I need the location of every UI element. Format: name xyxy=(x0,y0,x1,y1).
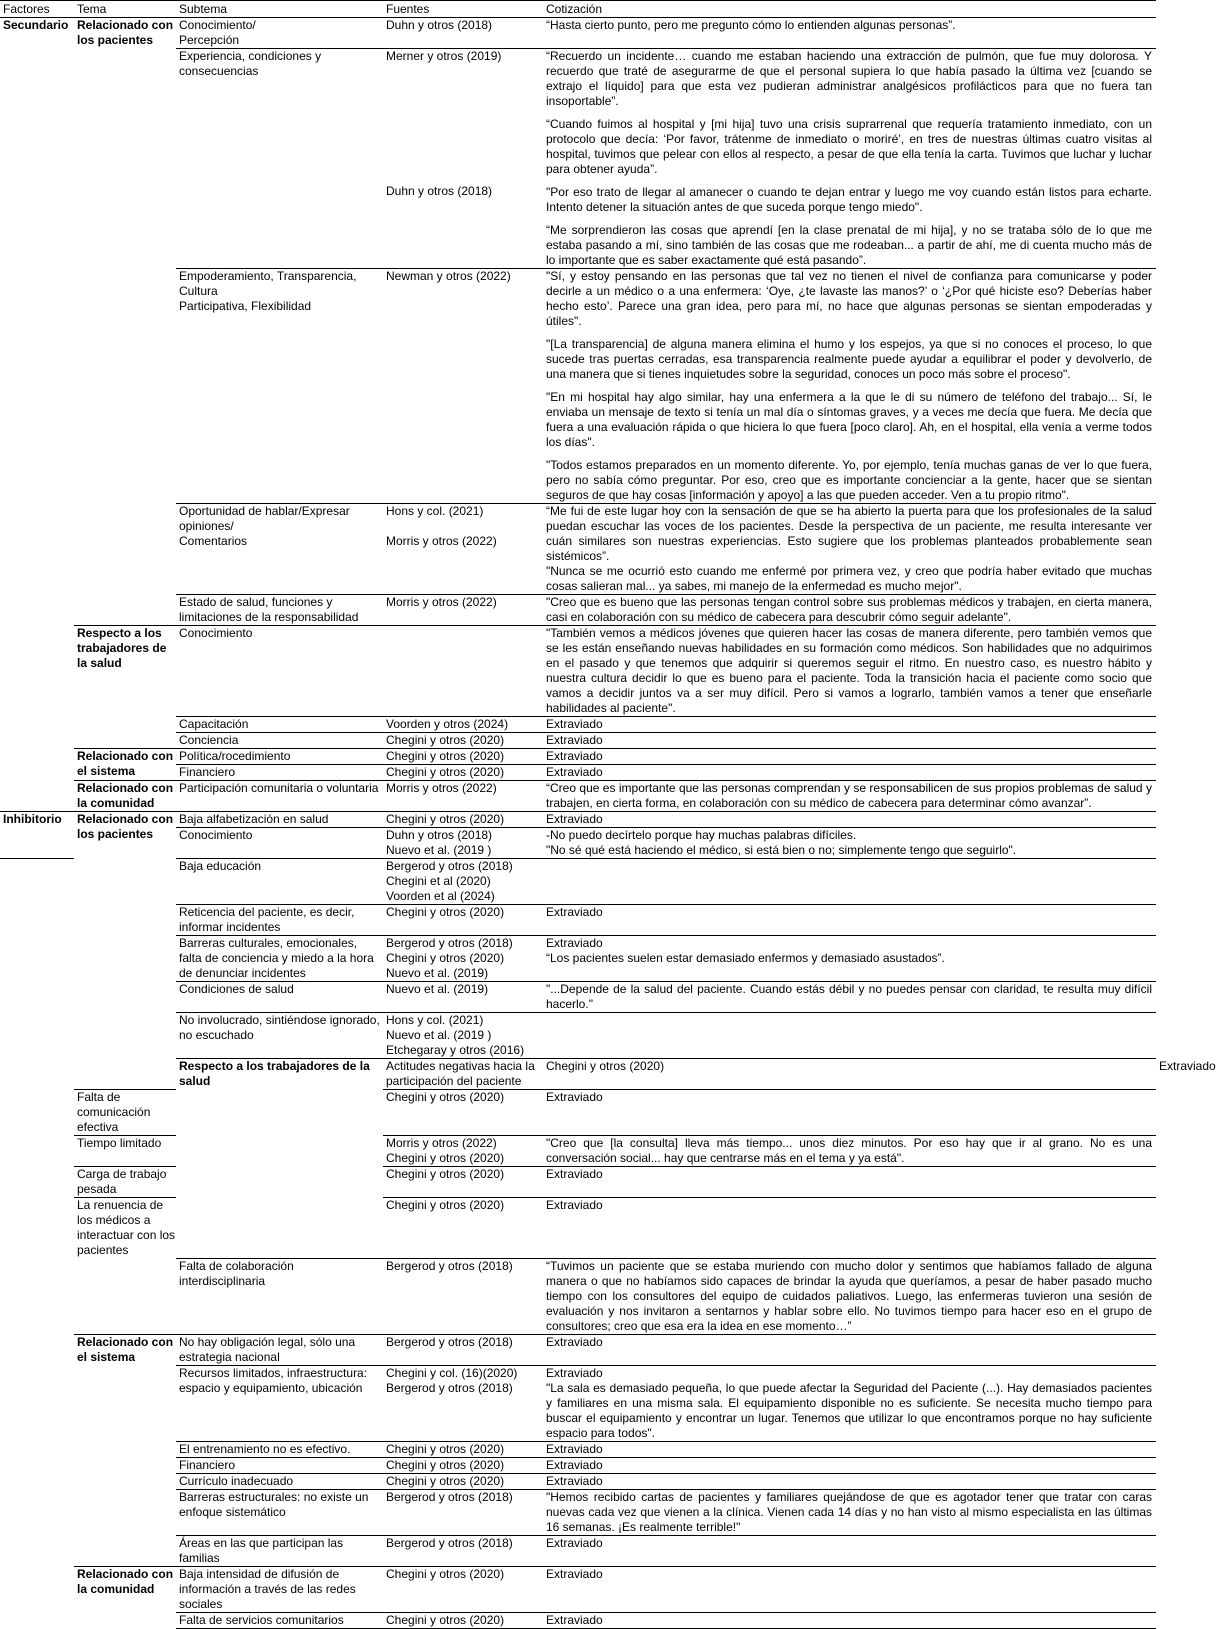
header-fuentes: Fuentes xyxy=(383,1,543,18)
quote-cell-line: "En mi hospital hay algo similar, hay una enfermera a la que le di su número de teléfono del trabajo... Sí, le enviaba un mensaje de texto si tenía un mal día o síntomas graves, y a veces me decía que fuera. Me decía que fuera a una evaluación rápida o que hiciera lo que fuera [poco claro]. Ah, en el hospital, ella venía a verme todos los días". xyxy=(546,390,1152,449)
table-row xyxy=(0,859,1156,905)
theme-cell: Relacionado con el sistema xyxy=(74,749,176,781)
subtheme-cell-line: Barreras estructurales: no existe un enfoque sistemático xyxy=(179,1489,369,1519)
theme-cell xyxy=(74,504,176,626)
quote-cell-line: Extraviado xyxy=(546,812,603,826)
quote-cell xyxy=(543,18,1156,49)
source-cell-line: Chegini y otros (2020) xyxy=(386,749,505,763)
subtheme-cell-line: Conciencia xyxy=(179,733,239,747)
source-cell-line xyxy=(386,154,543,169)
subtheme-cell-line: Conocimiento/ xyxy=(179,18,256,32)
subtheme-cell-line: Reticencia del paciente, es decir, informar incidentes xyxy=(179,905,355,934)
source-cell xyxy=(383,1198,543,1259)
quote-cell xyxy=(543,905,1156,936)
subtheme-cell-line: Percepción xyxy=(179,33,240,47)
theme-cell: Respecto a los trabajadores de la salud xyxy=(74,626,176,749)
source-cell xyxy=(383,1013,543,1059)
subtheme-cell-line: Financiero xyxy=(179,1457,236,1472)
source-cell-line: Morris y otros (2022) xyxy=(386,595,497,609)
source-cell-line: Morris y otros (2022) xyxy=(386,1136,497,1150)
source-cell-line: Chegini y otros (2020) xyxy=(546,1059,665,1073)
quote-cell-line: Extraviado xyxy=(546,1198,603,1212)
theme-cell xyxy=(74,1258,176,1334)
source-cell-line: Voorden et al (2024) xyxy=(386,889,495,903)
quote-cell-line: "Creo que es bueno que las personas tengan control sobre sus problemas médicos y trabajen, en cierta manera, casi en colaboración con su médico de cabecera para descubrir cómo seguir adelante". xyxy=(546,595,1152,624)
source-cell-line: Duhn y otros (2018) xyxy=(386,18,493,32)
source-cell-line: Bergerod y otros (2018) xyxy=(386,859,513,873)
subtheme-cell xyxy=(176,49,383,269)
subtheme-cell xyxy=(74,1136,176,1167)
source-cell-line: Nuevo et al. (2019 ) xyxy=(386,1028,492,1042)
table-row xyxy=(0,1090,1156,1136)
subtheme-cell xyxy=(176,269,383,504)
subtheme-cell-line: Participativa, Flexibilidad xyxy=(179,299,312,313)
subtheme-cell-line: Falta de colaboración interdisciplinaria xyxy=(179,1258,294,1288)
quote-cell xyxy=(543,717,1156,733)
table-row: Respecto a los trabajadores de la salud Actitudes negativas hacia la participación del paciente Chegini y otros (2020) Extraviado xyxy=(0,1059,1156,1090)
subtheme-cell xyxy=(176,1612,383,1628)
subtheme-cell xyxy=(176,828,383,859)
subtheme-cell xyxy=(176,1013,383,1059)
quote-cell-line: Extraviado xyxy=(546,1441,603,1456)
source-cell-line: Hons y col. (2021) xyxy=(386,1013,484,1027)
table-header-row xyxy=(0,1,1156,18)
quote-cell-line: Extraviado xyxy=(546,1365,603,1380)
subtheme-cell xyxy=(176,1535,383,1566)
table-row xyxy=(0,1334,1156,1365)
subtheme-cell-line: Estado de salud, funciones y limitaciones de la responsabilidad xyxy=(179,595,359,624)
theme-cell: Relacionado con los pacientes xyxy=(74,812,176,859)
source-cell-line xyxy=(386,139,543,154)
subtheme-cell-line: Comentarios xyxy=(179,534,248,548)
subtheme-cell xyxy=(383,1059,543,1090)
subtheme-cell xyxy=(176,1334,383,1365)
quote-cell-line: Extraviado xyxy=(546,733,603,747)
source-cell-line: Chegini y otros (2020) xyxy=(386,733,505,747)
source-cell-line xyxy=(386,169,543,184)
subtheme-cell-line: Tiempo limitado xyxy=(77,1136,162,1150)
subtheme-cell xyxy=(176,18,383,49)
quote-cell xyxy=(543,626,1156,717)
factor-cell: Secundario xyxy=(0,18,74,812)
source-cell xyxy=(383,982,543,1013)
subtheme-cell xyxy=(176,1457,383,1473)
subtheme-cell-line: Empoderamiento, Transparencia, Cultura xyxy=(179,269,357,298)
quote-cell-line: "Sí, y estoy pensando en las personas que tal vez no tienen el nivel de confianza para comunicarse y poder decirle a un médico o a una enfermera: ‘Oye, ¿te lavaste las manos?’ o ‘¿Por qué hiciste eso? Deberías haber hecho esto’. Parece una gran idea, pero para mí, no hace que algunas personas se sientan empoderadas y útiles". xyxy=(546,269,1152,328)
table-row xyxy=(0,1258,1156,1334)
theme-cell: Relacionado con los pacientes xyxy=(74,18,176,504)
quote-cell-line: "Hemos recibido cartas de pacientes y familiares quejándose de que es agotador tener que tratar con caras nuevas cada vez que vienen a la clínica. Vienen cada 14 días y no han visto al mismo especialista en las últimas 16 semanas. ¡Es realmente terrible!" xyxy=(546,1489,1152,1534)
source-cell-line: Chegini y otros (2020) xyxy=(386,905,505,919)
quote-cell-line xyxy=(546,859,1152,874)
source-cell-line: Bergerod y otros (2018) xyxy=(386,936,513,950)
source-cell xyxy=(383,1167,543,1198)
theme-cell: Relacionado con la comunidad xyxy=(74,781,176,812)
source-cell-line: Chegini y otros (2020) xyxy=(386,1198,505,1212)
quote-cell-line xyxy=(546,1013,1152,1028)
source-cell xyxy=(383,626,543,717)
source-cell xyxy=(383,18,543,49)
source-cell-line xyxy=(386,79,543,94)
subtheme-cell xyxy=(176,1566,383,1612)
quote-cell xyxy=(543,1473,1156,1489)
subtheme-cell xyxy=(176,1365,383,1441)
quote-cell-line: Extraviado xyxy=(546,1167,603,1181)
quote-cell-line: “Creo que es importante que las personas comprendan y se responsabilicen de sus propios problemas de salud y trabajen, en cierta forma, en colaboración con su médico de cabecera para determinar cómo avanzar”. xyxy=(546,781,1152,810)
header-subtema: Subtema xyxy=(176,1,383,18)
quote-cell xyxy=(543,781,1156,812)
quote-cell-line: Extraviado xyxy=(546,1473,603,1488)
source-cell-line xyxy=(386,64,543,79)
subtheme-cell-line: Barreras culturales, emocionales, falta de conciencia y miedo a la hora de denunciar incidentes xyxy=(179,936,374,980)
quote-cell xyxy=(543,765,1156,781)
quote-cell xyxy=(543,1441,1156,1457)
source-cell-line: Bergerod y otros (2018) xyxy=(386,1489,513,1504)
quote-cell-line: Extraviado xyxy=(546,1090,603,1104)
quote-cell xyxy=(543,749,1156,765)
source-cell-line: Chegini y otros (2020) xyxy=(386,1090,505,1104)
subtheme-cell-line: Conocimiento xyxy=(179,828,253,842)
quote-cell xyxy=(543,269,1156,504)
source-cell xyxy=(383,828,543,859)
source-cell xyxy=(383,1090,543,1136)
table-row xyxy=(0,18,1156,49)
source-cell-line: Morris y otros (2022) xyxy=(386,534,497,548)
source-cell-line: Nuevo et al. (2019) xyxy=(386,966,489,980)
source-cell xyxy=(383,859,543,905)
quote-cell xyxy=(543,1013,1156,1059)
quote-cell xyxy=(543,1612,1156,1628)
source-cell-line: Newman y otros (2022) xyxy=(386,269,511,283)
subtheme-cell xyxy=(176,812,383,828)
quote-cell xyxy=(543,595,1156,626)
source-cell-line: Chegini y otros (2020) xyxy=(386,1473,505,1488)
source-cell xyxy=(383,1473,543,1489)
subtheme-cell xyxy=(176,717,383,733)
subtheme-cell xyxy=(74,1198,176,1259)
header-factores: Factores xyxy=(0,1,74,18)
source-cell xyxy=(383,504,543,595)
subtheme-cell xyxy=(176,936,383,982)
source-cell-line: Chegini et al (2020) xyxy=(386,874,491,888)
source-cell-line: Bergerod y otros (2018) xyxy=(386,1535,513,1550)
theme-cell xyxy=(74,859,176,1090)
source-cell-line: Chegini y otros (2020) xyxy=(386,1612,505,1627)
subtheme-cell-line: Participación comunitaria o voluntaria xyxy=(179,781,379,795)
source-cell-line: Chegini y otros (2020) xyxy=(386,1457,505,1472)
quote-cell xyxy=(543,1090,1156,1136)
quote-cell-line: "La sala es demasiado pequeña, lo que puede afectar la Seguridad del Paciente (...). Hay demasiados pacientes y familiares en una misma sala. El equipamiento disponible no es suficiente. Se necesita mucho tiempo para buscar el equipamiento y encontrar un lugar. Tenemos que utilizar lo que encontramos porque no hay suficiente espacio para todos". xyxy=(546,1380,1152,1440)
source-cell xyxy=(543,1059,1156,1090)
source-cell-line: Chegini y otros (2020) xyxy=(386,1441,505,1456)
subtheme-cell-line: No involucrado, sintiéndose ignorado, no escuchado xyxy=(179,1013,380,1042)
source-cell-line: Morris y otros (2022) xyxy=(386,781,497,795)
quote-cell xyxy=(543,1535,1156,1566)
quote-cell-line: "No sé qué está haciendo el médico, si está bien o no; simplemente tengo que seguirlo". xyxy=(546,843,1017,857)
quote-cell xyxy=(543,982,1156,1013)
table-row xyxy=(0,504,1156,595)
source-cell-line: Duhn y otros (2018) xyxy=(386,184,493,198)
quote-cell-line: Extraviado xyxy=(546,1334,603,1349)
spacer xyxy=(546,215,1152,223)
spacer xyxy=(546,329,1152,337)
quote-cell xyxy=(543,733,1156,749)
subtheme-cell xyxy=(176,765,383,781)
source-cell xyxy=(383,1334,543,1365)
source-cell xyxy=(383,1136,543,1167)
quote-cell-line: “Me sorprendieron las cosas que aprendí [en la clase prenatal de mi hija], y no se trataba sólo de lo que me estaba pasando a mí, sino también de las cosas que me rodeaban... a partir de ahí, me di cuenta mucho más de lo importante que es saber exactamente qué está pasando”. xyxy=(546,223,1152,267)
subtheme-cell-line: Financiero xyxy=(179,765,236,779)
quote-cell xyxy=(543,859,1156,905)
quote-cell-line: Extraviado xyxy=(546,749,603,763)
subtheme-cell-line: No hay obligación legal, sólo una estrategia nacional xyxy=(179,1334,356,1364)
subtheme-cell xyxy=(176,733,383,749)
quote-cell-line: “Hasta cierto punto, pero me pregunto cómo lo entienden algunas personas”. xyxy=(546,18,956,32)
subtheme-cell-line: Conocimiento xyxy=(179,626,253,640)
subtheme-cell xyxy=(176,1441,383,1457)
table-row xyxy=(0,781,1156,812)
subtheme-cell-line: La renuencia de los médicos a interactuar con los pacientes xyxy=(77,1198,176,1257)
source-cell xyxy=(383,595,543,626)
source-cell xyxy=(383,1535,543,1566)
source-cell xyxy=(383,1365,543,1441)
quote-cell xyxy=(543,49,1156,269)
quote-cell xyxy=(543,1167,1156,1198)
subtheme-cell-line: Baja intensidad de difusión de información a través de las redes sociales xyxy=(179,1566,356,1611)
source-cell xyxy=(383,1489,543,1535)
source-cell-line: Hons y col. (2021) xyxy=(386,504,484,518)
source-cell-line: Duhn y otros (2018) xyxy=(386,828,493,842)
source-cell-line xyxy=(386,124,543,139)
source-cell-line: Bergerod y otros (2018) xyxy=(386,1334,513,1349)
quote-cell-line: "Nunca se me ocurrió esto cuando me enfermé por primera vez, y creo que podría haber evitado que muchas cosas salieran mal... ya sabes, mi manejo de la enfermedad es mucho mejor". xyxy=(546,564,1152,593)
subtheme-cell xyxy=(176,905,383,936)
source-cell xyxy=(383,717,543,733)
table-row xyxy=(0,1167,1156,1198)
source-cell xyxy=(383,1258,543,1334)
quote-cell xyxy=(543,1136,1156,1167)
source-cell-line: Nuevo et al. (2019 ) xyxy=(386,843,492,857)
subtheme-cell xyxy=(176,595,383,626)
subtheme-cell-line: Falta de servicios comunitarios xyxy=(179,1612,344,1627)
source-cell-line: Chegini y col. (16)(2020) xyxy=(386,1365,518,1380)
quote-cell xyxy=(543,1198,1156,1259)
quote-cell-line: "[La transparencia] de alguna manera elimina el humo y los espejos, ya que si no conoces el proceso, lo que sucede tras puertas cerradas, esa transparencia realmente puede ayudar a equilibrar el poder y devolverlo, de una manera que si tienes inquietudes sobre la seguridad, conoces un poco más sobre el proceso". xyxy=(546,337,1152,381)
source-cell-line: Bergerod y otros (2018) xyxy=(386,1380,513,1395)
subtheme-cell-line: Oportunidad de hablar/Expresar opiniones/ xyxy=(179,504,350,533)
source-cell xyxy=(383,765,543,781)
source-cell-line xyxy=(386,626,543,641)
source-cell xyxy=(383,781,543,812)
theme-cell: Relacionado con el sistema xyxy=(74,1334,176,1566)
quote-cell-line: "Creo que [la consulta] lleva más tiempo... unos diez minutos. Por eso hay que ir al grano. No es una conversación social... hay que centrarse más en el tema y ya está". xyxy=(546,1136,1152,1165)
source-cell-line xyxy=(386,94,543,109)
source-cell xyxy=(383,1612,543,1628)
quote-cell-line: -No puedo decírtelo porque hay muchas palabras difíciles. xyxy=(546,828,857,842)
subtheme-cell-line: Baja educación xyxy=(179,859,262,873)
factor-cell xyxy=(0,859,74,1629)
table-row xyxy=(0,626,1156,717)
quote-cell-line: "También vemos a médicos jóvenes que quieren hacer las cosas de manera diferente, pero también vemos que se les están enseñando nuevas habilidades en su formación como médicos. Son habilidades que no adquirimos en el pasado y que tenemos que adquirir si queremos seguir el ritmo. En nuestro caso, es nuestro hábito y nuestra cultura decidir lo que es bueno para el paciente. Toda la transición hacia el paciente como socio que vamos a decidir juntos va a ser muy difícil. Pero si vamos a lograrlo, también vamos a tener que enseñarle habilidades al paciente". xyxy=(546,626,1152,715)
source-cell xyxy=(383,269,543,504)
source-cell-line: Merner y otros (2019) xyxy=(386,49,502,63)
subtheme-cell-line: Currículo inadecuado xyxy=(179,1473,294,1488)
source-cell-line xyxy=(386,519,543,534)
quote-cell xyxy=(543,936,1156,982)
subtheme-cell-line: El entrenamiento no es efectivo. xyxy=(179,1441,351,1456)
theme-cell: Relacionado con la comunidad xyxy=(74,1566,176,1628)
subtheme-cell-line: Política/rocedimiento xyxy=(179,749,291,763)
source-cell-line: Chegini y otros (2020) xyxy=(386,951,505,965)
quote-cell-line: “Cuando fuimos al hospital y [mi hija] tuvo una crisis suprarrenal que requería tratamiento inmediato, con un protocolo que decía: ‘Por favor, trátenme de inmediato o moriré’, en tres de nuestras últimas cuatro visitas al hospital, tuvimos que pelear con ellos al respecto, a pesar de que ella tenía la carta. Tuvimos que luchar y luchar para obtener ayuda”. xyxy=(546,117,1152,176)
subtheme-cell xyxy=(176,982,383,1013)
source-cell-line: Chegini y otros (2020) xyxy=(386,812,505,826)
quote-cell-line: “Recuerdo un incidente… cuando me estaban haciendo una extracción de pulmón, que fue muy dolorosa. Y recuerdo que traté de asegurarme de que el personal supiera lo que había pasado la última vez [cuando se extrajo el líquido] para que esta vez pudieran administrar analgésicos profilácticos para que no fuera tan insoportable”. xyxy=(546,49,1152,108)
source-cell xyxy=(383,1457,543,1473)
source-cell-line: Chegini y otros (2020) xyxy=(386,1167,505,1181)
header-tema: Tema xyxy=(74,1,176,18)
source-cell-line: Chegini y otros (2020) xyxy=(386,765,505,779)
subtheme-cell xyxy=(74,1167,176,1198)
source-cell xyxy=(383,1441,543,1457)
theme-cell: Respecto a los trabajadores de la salud xyxy=(176,1059,383,1259)
quote-cell xyxy=(543,504,1156,595)
source-cell xyxy=(383,1566,543,1612)
quote-cell-line: Extraviado xyxy=(546,1535,603,1550)
quote-cell xyxy=(543,1457,1156,1473)
quote-cell xyxy=(543,1258,1156,1334)
table-row xyxy=(0,1198,1156,1259)
source-cell xyxy=(383,749,543,765)
table-body xyxy=(0,18,1216,1629)
source-cell xyxy=(383,812,543,828)
quote-cell-line: Extraviado xyxy=(546,1457,603,1472)
quote-cell-line: Extraviado xyxy=(546,765,603,779)
table-row xyxy=(0,1136,1156,1167)
quote-cell-line: “Tuvimos un paciente que se estaba muriendo con mucho dolor y sentimos que habíamos fallado de alguna manera o que no habíamos sido capaces de brindar la ayuda que queríamos, a pesar de haber pasado mucho tiempo con los consultores del equipo de cuidados paliativos. Luego, las enfermeras tuvieron una sesión de evaluación y nos invitaron a sentarnos y hablar sobre ello. No tuvimos tiempo para hacer eso en el grupo de consultores; creo que esa era la idea en ese momento…” xyxy=(546,1258,1152,1333)
subtheme-cell xyxy=(176,859,383,905)
subtheme-cell xyxy=(176,1258,383,1334)
spacer xyxy=(546,177,1152,185)
subtheme-cell xyxy=(176,1489,383,1535)
quote-cell-line: Extraviado xyxy=(546,905,603,919)
header-cotizacion: Cotización xyxy=(543,1,1156,18)
subtheme-cell-line: Falta de comunicación efectiva xyxy=(77,1090,151,1134)
spacer xyxy=(546,450,1152,458)
subtheme-cell-line: Carga de trabajo pesada xyxy=(77,1167,167,1196)
subtheme-cell-line: Capacitación xyxy=(179,717,249,731)
source-cell-line: Bergerod y otros (2018) xyxy=(386,1258,513,1273)
quote-cell-line: Extraviado xyxy=(546,717,603,731)
subtheme-cell xyxy=(74,1090,176,1136)
table-row xyxy=(0,1566,1156,1612)
quote-cell xyxy=(543,1489,1156,1535)
subtheme-cell-line: Condiciones de salud xyxy=(179,982,294,996)
subtheme-cell xyxy=(176,504,383,595)
subtheme-cell-line: Baja alfabetización en salud xyxy=(179,812,329,826)
subtheme-cell-line: Actitudes negativas hacia la participación del paciente xyxy=(386,1059,535,1088)
quote-cell xyxy=(543,812,1156,828)
source-cell-line: Chegini y otros (2020) xyxy=(386,1566,505,1581)
source-cell xyxy=(383,733,543,749)
subtheme-cell-line: Recursos limitados, infraestructura: espacio y equipamiento, ubicación xyxy=(179,1365,368,1395)
subtheme-cell xyxy=(176,626,383,717)
spacer xyxy=(546,109,1152,117)
quote-cell-line: "Por eso trato de llegar al amanecer o cuando te dejan entrar y luego me voy cuando están listos para echarte. Intento detener la situación antes de que suceda porque tengo miedo". xyxy=(546,185,1152,214)
table-row xyxy=(0,812,1156,828)
quote-cell xyxy=(543,828,1156,859)
source-cell-line: Nuevo et al. (2019) xyxy=(386,982,489,996)
source-cell xyxy=(383,936,543,982)
factor-cell: Inhibitorio xyxy=(0,812,74,859)
spacer xyxy=(546,382,1152,390)
source-cell xyxy=(383,905,543,936)
quote-cell-line: Extraviado xyxy=(546,936,603,950)
quote-cell-line: "Todos estamos preparados en un momento diferente. Yo, por ejemplo, tenía muchas ganas de ver lo que fuera, pero no sabía cómo preguntar. Por eso, creo que es importante concienciar a la gente, hacer que se sientan seguros de que hay cosas [información y apoyo] a las que pueden acceder. Ven a tu propio ritmo". xyxy=(546,458,1152,502)
source-cell-line: Voorden y otros (2024) xyxy=(386,717,509,731)
quote-cell-line: "...Depende de la salud del paciente. Cuando estás débil y no puedes pensar con claridad, te resulta muy difícil hacerlo." xyxy=(546,982,1152,1011)
quote-cell-line: Extraviado xyxy=(546,1566,603,1581)
source-cell-line: Chegini y otros (2020) xyxy=(386,1151,505,1165)
quote-cell-line: Extraviado xyxy=(546,1612,603,1627)
subtheme-cell xyxy=(176,749,383,765)
source-cell-line: Etchegaray y otros (2016) xyxy=(386,1043,525,1057)
quote-cell xyxy=(543,1365,1156,1441)
table-row xyxy=(0,749,1156,765)
subtheme-cell xyxy=(176,1473,383,1489)
source-cell-line xyxy=(386,109,543,124)
quote-cell xyxy=(543,1334,1156,1365)
subtheme-cell-line: Experiencia, condiciones y consecuencias xyxy=(179,49,322,78)
source-cell xyxy=(383,49,543,269)
subtheme-cell xyxy=(176,781,383,812)
quote-cell xyxy=(543,1566,1156,1612)
subtheme-cell-line: Áreas en las que participan las familias xyxy=(179,1535,344,1565)
quote-cell-line: “Los pacientes suelen estar demasiado enfermos y demasiado asustados”. xyxy=(546,951,945,965)
quote-cell-line: “Me fui de este lugar hoy con la sensación de que se ha abierto la puerta para que los profesionales de la salud puedan escuchar las voces de los pacientes. Desde la perspectiva de un paciente, me resulta interesante ver cuán similares son nuestras experiencias. Esto sugiere que los problemas planteados probablemente sean sistémicos”. xyxy=(546,504,1152,563)
